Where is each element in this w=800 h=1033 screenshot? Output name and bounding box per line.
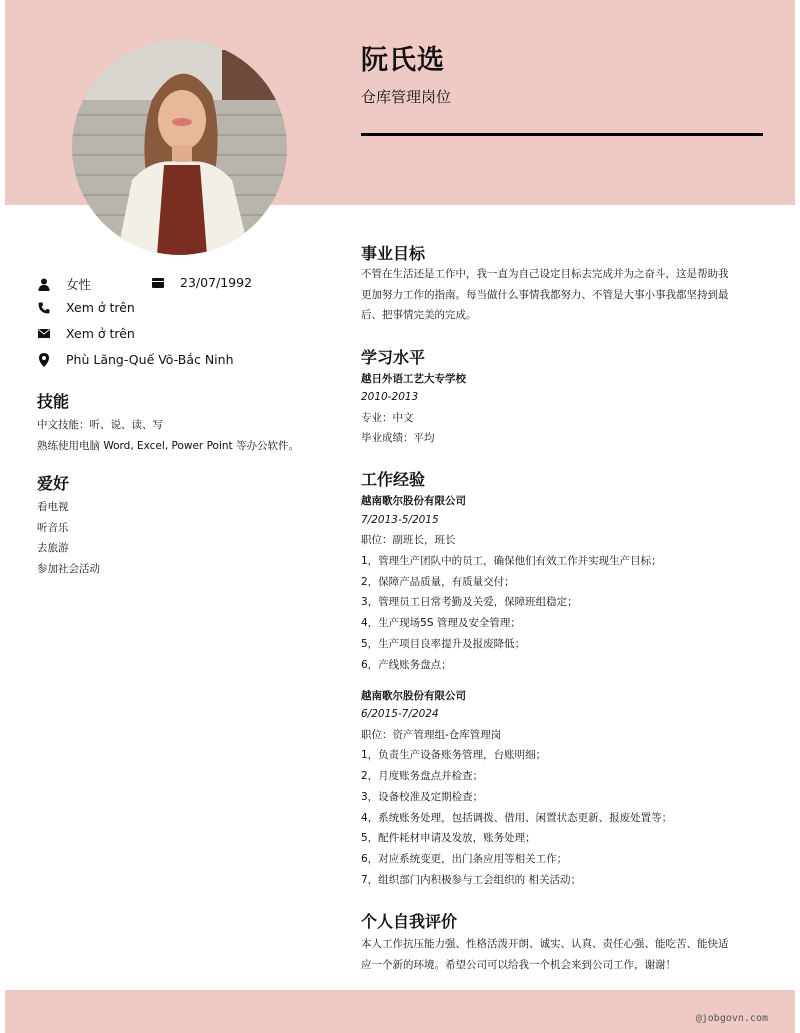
job-duty: 1，负责生产设备账务管理，台账明细； [361,749,547,761]
education-major: 专业：中文 [361,412,414,424]
job-duty: 6，产线账务盘点； [361,659,452,671]
location-pin-icon [37,353,51,367]
job-duty: 2，保障产品质量，有质量交付； [361,576,515,588]
hobbies-heading: 爱好 [37,474,70,493]
job-duty: 2，月度账务盘点并检查； [361,770,484,782]
hobby-item: 看电视 [37,501,69,513]
job-role: 职位：副班长，班长 [361,534,456,546]
birthdate-value: 23/07/1992 [180,275,253,290]
job-company: 越南歌尔股份有限公司 [361,690,466,702]
person-icon [37,277,51,291]
skill-item: 熟练使用电脑 Word, Excel, Power Point 等办公软件。 [37,440,299,452]
hobby-item: 参加社会活动 [37,563,100,575]
job-period: 6/2015-7/2024 [361,708,439,720]
job-duty: 1，管理生产团队中的员工，确保他们有效工作并实现生产目标； [361,555,662,567]
address-row [37,352,234,367]
objective-line: 后、把事情完美的完成。 [361,309,477,321]
hobby-item: 去旅游 [37,542,69,554]
job-duty: 4，生产现场5S 管理及安全管理； [361,617,521,629]
job-period: 7/2013-5/2015 [361,514,439,526]
gender-row [37,275,91,293]
hobby-item: 听音乐 [37,522,69,534]
self-eval-heading: 个人自我评价 [361,912,458,931]
job-duty: 3，设备校准及定期检查； [361,791,484,803]
school-name: 越日外语工艺大专学校 [361,373,466,385]
job-duty: 5，生产项目良率提升及报废降低； [361,638,526,650]
birthdate-row [151,275,252,290]
job-duty: 4，系统账务处理，包括调拨、借用、闲置状态更新、报废处置等； [361,812,673,824]
education-grade: 毕业成绩：平均 [361,432,435,444]
education-heading: 学习水平 [361,348,426,367]
envelope-icon [37,327,51,341]
experience-heading: 工作经验 [361,470,426,489]
footer-band [5,990,795,1033]
gender-value: 女性 [66,277,92,292]
job-duty: 6，对应系统变更，出门条应用等相关工作； [361,853,568,865]
job-company: 越南歌尔股份有限公司 [361,495,466,507]
phone-icon [37,301,51,315]
header-divider [361,133,763,136]
desired-position: 仓库管理岗位 [361,88,452,106]
phone-value: Xem ở trên [66,300,135,315]
self-eval-line: 应一个新的环境。希望公司可以给我一个机会来到公司工作，谢谢！ [361,959,676,971]
skill-item: 中文技能：听、说、读、写 [37,419,163,431]
profile-photo [72,40,287,255]
skills-heading: 技能 [37,392,70,411]
objective-line: 不管在生活还是工作中，我一直为自己设定目标去完成并为之奋斗，这是帮助我 [361,268,729,280]
phone-row [37,300,135,315]
footer-watermark: @jobgovn.com [695,1013,768,1024]
self-eval-line: 本人工作抗压能力强、性格活泼开朗、诚实、认真、责任心强、能吃苦、能快适 [361,938,729,950]
address-value: Phù Lãng-Quế Võ-Bắc Ninh [66,352,234,367]
email-row [37,326,135,341]
job-duty: 7，组织部门内积极参与工会组织的 相关活动； [361,874,582,886]
job-duty: 5，配件耗材申请及发放，账务处理； [361,832,536,844]
email-value: Xem ở trên [66,326,135,341]
education-period: 2010-2013 [361,391,419,403]
job-role: 职位：资产管理组-仓库管理岗 [361,729,502,741]
calendar-icon [151,276,165,290]
candidate-name: 阮氏选 [361,45,445,76]
objective-line: 更加努力工作的指南。每当做什么事情我都努力、不管是大事小事我都坚持到最 [361,289,729,301]
objective-heading: 事业目标 [361,244,426,263]
job-duty: 3，管理员工日常考勤及关爱，保障班组稳定； [361,596,578,608]
